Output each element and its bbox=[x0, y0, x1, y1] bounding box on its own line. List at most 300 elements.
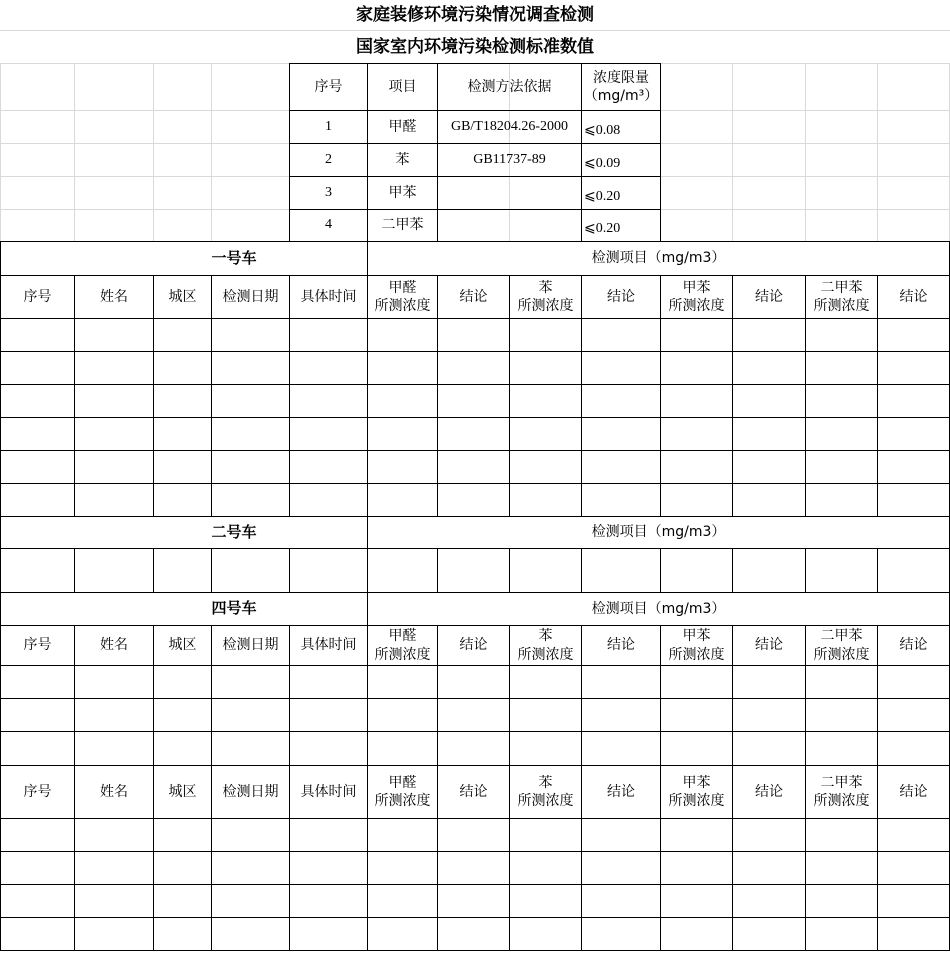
data-cell[interactable] bbox=[660, 318, 733, 352]
data-cell[interactable] bbox=[660, 698, 733, 732]
data-cell[interactable] bbox=[732, 548, 806, 593]
standards-cell bbox=[289, 110, 368, 144]
data-cell[interactable] bbox=[732, 318, 806, 352]
data-cell[interactable] bbox=[805, 417, 878, 451]
column-header bbox=[289, 275, 368, 319]
data-cell[interactable] bbox=[289, 318, 368, 352]
data-cell[interactable] bbox=[660, 917, 733, 951]
data-cell[interactable] bbox=[289, 698, 368, 732]
data-cell[interactable] bbox=[153, 665, 212, 699]
standards-header-text: 序号 bbox=[314, 78, 343, 95]
data-cell[interactable] bbox=[877, 450, 950, 484]
standards-cell-text: GB/T18204.26-2000 bbox=[450, 118, 569, 134]
column-header bbox=[581, 625, 661, 666]
data-cell[interactable] bbox=[805, 450, 878, 484]
data-cell[interactable] bbox=[211, 665, 290, 699]
standards-header bbox=[437, 63, 582, 111]
data-cell[interactable] bbox=[211, 351, 290, 385]
data-cell[interactable] bbox=[367, 917, 438, 951]
data-cell[interactable] bbox=[805, 548, 878, 593]
column-header-text: 姓名 bbox=[100, 783, 128, 800]
column-header-text: 结论 bbox=[755, 783, 783, 800]
data-cell[interactable] bbox=[509, 483, 582, 517]
column-header-text: 具体时间 bbox=[300, 637, 357, 654]
standards-cell bbox=[581, 110, 661, 144]
column-header bbox=[367, 275, 438, 319]
column-header-text: 苯 所测浓度 bbox=[517, 774, 574, 809]
data-cell[interactable] bbox=[877, 351, 950, 385]
data-cell[interactable] bbox=[0, 731, 75, 766]
data-cell[interactable] bbox=[211, 483, 290, 517]
data-cell[interactable] bbox=[732, 818, 806, 852]
data-cell[interactable] bbox=[74, 665, 154, 699]
data-cell[interactable] bbox=[877, 917, 950, 951]
data-cell[interactable] bbox=[289, 731, 368, 766]
data-cell[interactable] bbox=[211, 851, 290, 885]
data-cell[interactable] bbox=[74, 818, 154, 852]
column-header bbox=[289, 765, 368, 819]
data-cell[interactable] bbox=[732, 731, 806, 766]
standards-cell bbox=[437, 209, 582, 242]
column-header bbox=[805, 765, 878, 819]
column-header bbox=[877, 275, 950, 319]
column-header bbox=[437, 625, 510, 666]
column-header-text: 城区 bbox=[168, 288, 197, 305]
data-cell[interactable] bbox=[437, 917, 510, 951]
column-header bbox=[437, 275, 510, 319]
data-cell[interactable] bbox=[289, 917, 368, 951]
data-cell[interactable] bbox=[509, 450, 582, 484]
data-cell[interactable] bbox=[660, 384, 733, 418]
section-name bbox=[0, 241, 368, 276]
data-cell[interactable] bbox=[74, 731, 154, 766]
data-cell[interactable] bbox=[805, 351, 878, 385]
column-header bbox=[877, 625, 950, 666]
data-cell[interactable] bbox=[153, 851, 212, 885]
data-cell[interactable] bbox=[367, 384, 438, 418]
data-cell[interactable] bbox=[289, 818, 368, 852]
column-header-text: 姓名 bbox=[100, 288, 128, 305]
data-cell[interactable] bbox=[211, 417, 290, 451]
data-cell[interactable] bbox=[153, 417, 212, 451]
data-cell[interactable] bbox=[153, 917, 212, 951]
data-cell[interactable] bbox=[805, 851, 878, 885]
data-cell[interactable] bbox=[74, 351, 154, 385]
data-cell[interactable] bbox=[367, 417, 438, 451]
data-cell[interactable] bbox=[805, 384, 878, 418]
data-cell[interactable] bbox=[581, 884, 661, 918]
data-cell[interactable] bbox=[367, 731, 438, 766]
column-header-text: 结论 bbox=[459, 637, 488, 654]
data-cell[interactable] bbox=[211, 818, 290, 852]
standards-cell bbox=[581, 209, 661, 242]
data-cell[interactable] bbox=[581, 698, 661, 732]
section-name-text: 二号车 bbox=[211, 522, 257, 541]
data-cell[interactable] bbox=[153, 884, 212, 918]
column-header-text: 检测日期 bbox=[222, 288, 279, 305]
section-name bbox=[0, 592, 368, 626]
data-cell[interactable] bbox=[877, 417, 950, 451]
standards-cell bbox=[289, 209, 368, 242]
data-cell[interactable] bbox=[0, 351, 75, 385]
data-cell[interactable] bbox=[153, 351, 212, 385]
column-header bbox=[437, 765, 510, 819]
column-header-text: 具体时间 bbox=[300, 288, 357, 305]
data-cell[interactable] bbox=[0, 851, 75, 885]
data-cell[interactable] bbox=[509, 917, 582, 951]
data-cell[interactable] bbox=[437, 384, 510, 418]
standards-cell bbox=[367, 110, 438, 144]
column-header bbox=[509, 765, 582, 819]
data-cell[interactable] bbox=[877, 548, 950, 593]
data-cell[interactable] bbox=[660, 483, 733, 517]
data-cell[interactable] bbox=[732, 483, 806, 517]
detection-label-text: 检测项目（mg/m3） bbox=[591, 524, 726, 541]
data-cell[interactable] bbox=[0, 698, 75, 732]
document-title bbox=[0, 0, 950, 30]
data-cell[interactable] bbox=[732, 450, 806, 484]
data-cell[interactable] bbox=[211, 731, 290, 766]
column-header bbox=[367, 625, 438, 666]
data-cell[interactable] bbox=[581, 731, 661, 766]
data-cell[interactable] bbox=[660, 351, 733, 385]
data-cell[interactable] bbox=[74, 851, 154, 885]
standards-cell bbox=[367, 209, 438, 242]
data-cell[interactable] bbox=[74, 450, 154, 484]
data-cell[interactable] bbox=[877, 698, 950, 732]
data-cell[interactable] bbox=[153, 483, 212, 517]
data-cell[interactable] bbox=[509, 417, 582, 451]
data-cell[interactable] bbox=[289, 384, 368, 418]
data-cell[interactable] bbox=[367, 351, 438, 385]
standards-cell bbox=[437, 143, 582, 177]
data-cell[interactable] bbox=[367, 884, 438, 918]
column-header-text: 甲醛 所测浓度 bbox=[374, 774, 431, 809]
column-header-text: 苯 所测浓度 bbox=[517, 279, 574, 314]
standards-cell-text: 4 bbox=[325, 217, 332, 233]
data-cell[interactable] bbox=[437, 483, 510, 517]
document-subtitle-text: 国家室内环境污染检测标准数值 bbox=[356, 36, 594, 57]
column-header-text: 甲醛 所测浓度 bbox=[374, 628, 431, 663]
data-cell[interactable] bbox=[437, 818, 510, 852]
data-cell[interactable] bbox=[0, 548, 75, 593]
column-header-text: 具体时间 bbox=[300, 783, 357, 800]
column-header bbox=[660, 275, 733, 319]
data-cell[interactable] bbox=[581, 351, 661, 385]
data-cell[interactable] bbox=[153, 698, 212, 732]
data-cell[interactable] bbox=[74, 483, 154, 517]
data-cell[interactable] bbox=[805, 318, 878, 352]
data-cell[interactable] bbox=[581, 851, 661, 885]
column-header bbox=[74, 625, 154, 666]
column-header bbox=[805, 625, 878, 666]
data-cell[interactable] bbox=[437, 318, 510, 352]
data-cell[interactable] bbox=[437, 698, 510, 732]
data-cell[interactable] bbox=[367, 318, 438, 352]
data-cell[interactable] bbox=[0, 884, 75, 918]
gridline bbox=[805, 63, 806, 241]
data-cell[interactable] bbox=[660, 818, 733, 852]
data-cell[interactable] bbox=[509, 384, 582, 418]
standards-header-text: 检测方法依据 bbox=[467, 78, 552, 95]
data-cell[interactable] bbox=[74, 698, 154, 732]
data-cell[interactable] bbox=[289, 417, 368, 451]
data-cell[interactable] bbox=[732, 884, 806, 918]
data-cell[interactable] bbox=[877, 731, 950, 766]
data-cell[interactable] bbox=[877, 884, 950, 918]
column-header-text: 结论 bbox=[459, 288, 488, 305]
column-header bbox=[0, 625, 75, 666]
data-cell[interactable] bbox=[581, 818, 661, 852]
data-cell[interactable] bbox=[509, 818, 582, 852]
column-header bbox=[367, 765, 438, 819]
data-cell[interactable] bbox=[437, 351, 510, 385]
column-header bbox=[581, 275, 661, 319]
section-name-text: 四号车 bbox=[211, 599, 257, 618]
column-header-text: 结论 bbox=[755, 637, 783, 654]
standards-cell-text: 1 bbox=[325, 118, 332, 134]
gridline bbox=[0, 63, 1, 241]
data-cell[interactable] bbox=[211, 698, 290, 732]
standards-cell bbox=[289, 143, 368, 177]
standards-header bbox=[289, 63, 368, 111]
data-cell[interactable] bbox=[805, 483, 878, 517]
data-cell[interactable] bbox=[289, 884, 368, 918]
data-cell[interactable] bbox=[289, 665, 368, 699]
data-cell[interactable] bbox=[153, 450, 212, 484]
data-cell[interactable] bbox=[289, 548, 368, 593]
column-header-text: 检测日期 bbox=[222, 783, 279, 800]
column-header-text: 结论 bbox=[755, 288, 783, 305]
data-cell[interactable] bbox=[74, 884, 154, 918]
data-cell[interactable] bbox=[732, 351, 806, 385]
data-cell[interactable] bbox=[74, 548, 154, 593]
column-header bbox=[732, 625, 806, 666]
data-cell[interactable] bbox=[0, 384, 75, 418]
data-cell[interactable] bbox=[74, 417, 154, 451]
data-cell[interactable] bbox=[437, 851, 510, 885]
data-cell[interactable] bbox=[581, 665, 661, 699]
data-cell[interactable] bbox=[660, 548, 733, 593]
data-cell[interactable] bbox=[289, 450, 368, 484]
data-cell[interactable] bbox=[289, 483, 368, 517]
column-header-text: 结论 bbox=[899, 288, 928, 305]
data-cell[interactable] bbox=[153, 318, 212, 352]
standards-header-text: 浓度限量 （mg/m³） bbox=[583, 69, 659, 104]
data-cell[interactable] bbox=[581, 384, 661, 418]
standards-cell bbox=[367, 143, 438, 177]
data-cell[interactable] bbox=[437, 665, 510, 699]
data-cell[interactable] bbox=[0, 417, 75, 451]
column-header bbox=[153, 275, 212, 319]
data-cell[interactable] bbox=[509, 851, 582, 885]
data-cell[interactable] bbox=[732, 384, 806, 418]
data-cell[interactable] bbox=[153, 384, 212, 418]
column-header bbox=[732, 765, 806, 819]
column-header-text: 二甲苯 所测浓度 bbox=[813, 774, 870, 809]
column-header-text: 甲苯 所测浓度 bbox=[668, 628, 725, 663]
column-header-text: 序号 bbox=[23, 288, 52, 305]
data-cell[interactable] bbox=[877, 384, 950, 418]
column-header-text: 二甲苯 所测浓度 bbox=[813, 279, 870, 314]
column-header bbox=[660, 765, 733, 819]
column-header bbox=[805, 275, 878, 319]
column-header bbox=[877, 765, 950, 819]
data-cell[interactable] bbox=[367, 450, 438, 484]
data-cell[interactable] bbox=[732, 698, 806, 732]
data-cell[interactable] bbox=[0, 483, 75, 517]
standards-cell bbox=[289, 176, 368, 210]
column-header bbox=[289, 625, 368, 666]
data-cell[interactable] bbox=[805, 665, 878, 699]
gridline bbox=[153, 63, 154, 241]
data-cell[interactable] bbox=[805, 884, 878, 918]
data-cell[interactable] bbox=[581, 483, 661, 517]
data-cell[interactable] bbox=[877, 665, 950, 699]
column-header-text: 城区 bbox=[168, 783, 197, 800]
data-cell[interactable] bbox=[732, 665, 806, 699]
data-cell[interactable] bbox=[660, 417, 733, 451]
column-header bbox=[509, 275, 582, 319]
data-cell[interactable] bbox=[367, 698, 438, 732]
data-cell[interactable] bbox=[660, 851, 733, 885]
data-cell[interactable] bbox=[581, 318, 661, 352]
standards-cell-text: 苯 bbox=[395, 151, 410, 168]
data-cell[interactable] bbox=[153, 548, 212, 593]
data-cell[interactable] bbox=[367, 818, 438, 852]
column-header-text: 城区 bbox=[168, 637, 197, 654]
data-cell[interactable] bbox=[367, 483, 438, 517]
data-cell[interactable] bbox=[805, 731, 878, 766]
standards-cell-text: ⩽0.09 bbox=[584, 155, 621, 171]
data-cell[interactable] bbox=[877, 818, 950, 852]
data-cell[interactable] bbox=[367, 548, 438, 593]
data-cell[interactable] bbox=[211, 450, 290, 484]
data-cell[interactable] bbox=[660, 731, 733, 766]
data-cell[interactable] bbox=[437, 450, 510, 484]
data-cell[interactable] bbox=[289, 351, 368, 385]
data-cell[interactable] bbox=[509, 731, 582, 766]
data-cell[interactable] bbox=[211, 318, 290, 352]
data-cell[interactable] bbox=[211, 384, 290, 418]
data-cell[interactable] bbox=[877, 851, 950, 885]
column-header-text: 甲醛 所测浓度 bbox=[374, 279, 431, 314]
data-cell[interactable] bbox=[153, 818, 212, 852]
data-cell[interactable] bbox=[732, 851, 806, 885]
data-cell[interactable] bbox=[211, 884, 290, 918]
data-cell[interactable] bbox=[509, 698, 582, 732]
column-header-text: 序号 bbox=[23, 783, 52, 800]
data-cell[interactable] bbox=[0, 665, 75, 699]
standards-cell bbox=[581, 176, 661, 210]
data-cell[interactable] bbox=[367, 851, 438, 885]
standards-header bbox=[581, 63, 661, 111]
data-cell[interactable] bbox=[211, 917, 290, 951]
data-cell[interactable] bbox=[732, 417, 806, 451]
column-header bbox=[732, 275, 806, 319]
data-cell[interactable] bbox=[0, 818, 75, 852]
data-cell[interactable] bbox=[509, 351, 582, 385]
data-cell[interactable] bbox=[660, 884, 733, 918]
data-cell[interactable] bbox=[289, 851, 368, 885]
column-header bbox=[0, 275, 75, 319]
standards-cell-text: 甲醛 bbox=[388, 118, 417, 135]
column-header bbox=[74, 765, 154, 819]
gridline bbox=[732, 63, 733, 241]
data-cell[interactable] bbox=[437, 884, 510, 918]
data-cell[interactable] bbox=[732, 917, 806, 951]
data-cell[interactable] bbox=[877, 483, 950, 517]
data-cell[interactable] bbox=[437, 548, 510, 593]
data-cell[interactable] bbox=[805, 698, 878, 732]
data-cell[interactable] bbox=[805, 818, 878, 852]
column-header-text: 甲苯 所测浓度 bbox=[668, 279, 725, 314]
data-cell[interactable] bbox=[805, 917, 878, 951]
detection-label bbox=[367, 241, 950, 276]
data-cell[interactable] bbox=[367, 665, 438, 699]
data-cell[interactable] bbox=[509, 884, 582, 918]
data-cell[interactable] bbox=[877, 318, 950, 352]
gridline bbox=[211, 63, 212, 241]
detection-label bbox=[367, 592, 950, 626]
data-cell[interactable] bbox=[74, 384, 154, 418]
column-header-text: 结论 bbox=[459, 783, 488, 800]
standards-header bbox=[367, 63, 438, 111]
detection-label-text: 检测项目（mg/m3） bbox=[591, 600, 726, 617]
data-cell[interactable] bbox=[0, 318, 75, 352]
column-header-text: 序号 bbox=[23, 637, 52, 654]
data-cell[interactable] bbox=[153, 731, 212, 766]
data-cell[interactable] bbox=[581, 450, 661, 484]
standards-cell-text: 二甲苯 bbox=[381, 217, 424, 234]
data-cell[interactable] bbox=[660, 450, 733, 484]
standards-cell bbox=[581, 143, 661, 177]
column-header-text: 甲苯 所测浓度 bbox=[668, 774, 725, 809]
data-cell[interactable] bbox=[660, 665, 733, 699]
column-header-text: 结论 bbox=[899, 783, 928, 800]
data-cell[interactable] bbox=[0, 450, 75, 484]
column-header-text: 检测日期 bbox=[222, 637, 279, 654]
data-cell[interactable] bbox=[74, 917, 154, 951]
column-header-text: 姓名 bbox=[100, 637, 128, 654]
data-cell[interactable] bbox=[581, 548, 661, 593]
data-cell[interactable] bbox=[509, 318, 582, 352]
gridline bbox=[74, 63, 75, 241]
standards-cell-text: ⩽0.08 bbox=[584, 122, 621, 138]
data-cell[interactable] bbox=[581, 417, 661, 451]
column-header bbox=[153, 625, 212, 666]
data-cell[interactable] bbox=[437, 417, 510, 451]
column-header-text: 苯 所测浓度 bbox=[517, 628, 574, 663]
data-cell[interactable] bbox=[509, 548, 582, 593]
column-header bbox=[0, 765, 75, 819]
column-header bbox=[581, 765, 661, 819]
data-cell[interactable] bbox=[437, 731, 510, 766]
standards-cell bbox=[437, 176, 582, 210]
standards-cell bbox=[367, 176, 438, 210]
data-cell[interactable] bbox=[581, 917, 661, 951]
section-name bbox=[0, 516, 368, 549]
standards-cell-text: 3 bbox=[325, 184, 332, 200]
standards-cell-text: GB11737-89 bbox=[473, 151, 546, 167]
detection-label-text: 检测项目（mg/m3） bbox=[591, 250, 726, 267]
data-cell[interactable] bbox=[509, 665, 582, 699]
data-cell[interactable] bbox=[74, 318, 154, 352]
data-cell[interactable] bbox=[211, 548, 290, 593]
standards-cell-text: 2 bbox=[325, 151, 332, 167]
column-header bbox=[211, 275, 290, 319]
data-cell[interactable] bbox=[0, 917, 75, 951]
